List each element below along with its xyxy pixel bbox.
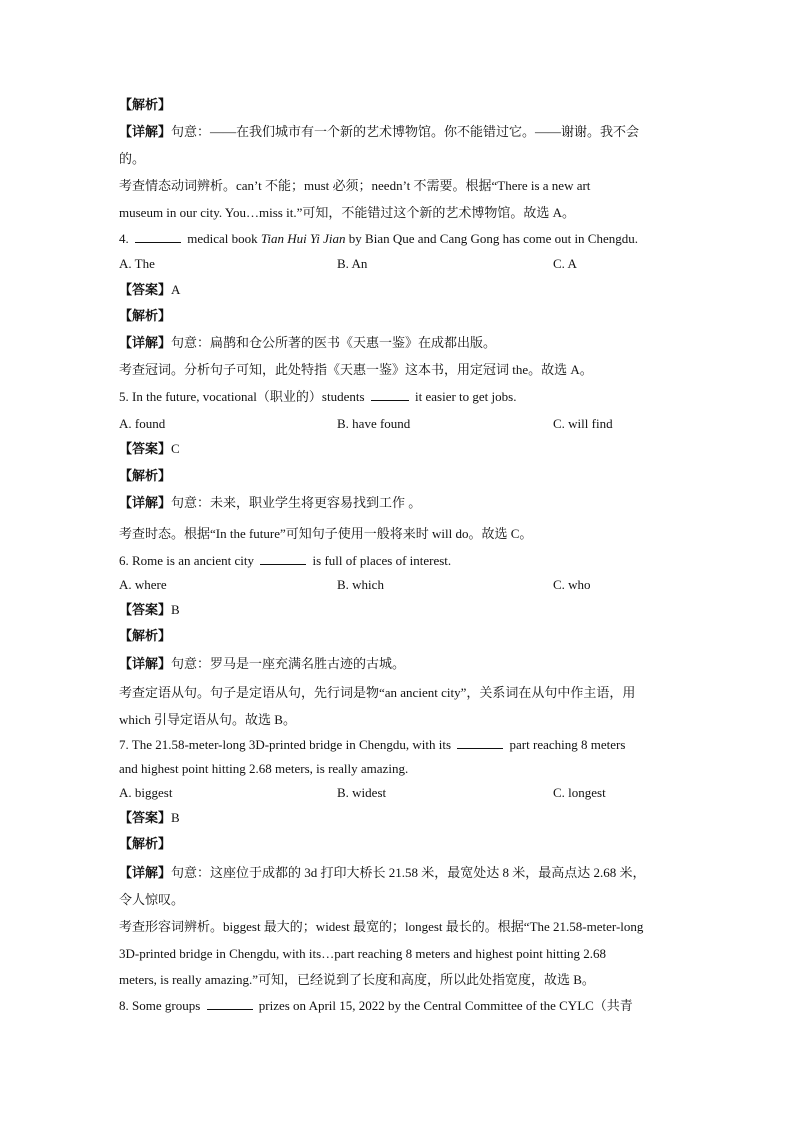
detail-line: 【详解】句意：扁鹊和仓公所著的医书《天惠一鉴》在成都出版。 xyxy=(119,335,497,350)
explanation-line: 考查形容词辨析。biggest 最大的；widest 最宽的；longest 最长的。根据“The 21.58-meter-long xyxy=(119,919,644,934)
option-c: C. will find xyxy=(553,416,613,431)
answer-line: 【答案】B xyxy=(119,810,180,825)
question-7-options xyxy=(119,784,679,802)
explanation-line: which 引导定语从句。故选 B。 xyxy=(119,712,296,727)
option-a: A. biggest xyxy=(119,785,173,800)
answer-blank xyxy=(457,736,503,749)
answer-blank xyxy=(207,997,253,1010)
question-4-options xyxy=(119,255,679,273)
analysis-heading: 【解析】 xyxy=(119,308,172,323)
question-5-options xyxy=(119,415,679,433)
answer-line: 【答案】B xyxy=(119,602,180,617)
option-b: B. widest xyxy=(337,785,387,800)
detail-line: 令人惊叹。 xyxy=(119,892,185,907)
answer-line: 【答案】C xyxy=(119,441,180,456)
explanation-line: 考查时态。根据“In the future”可知句子使用一般将来时 will do。故选 C。 xyxy=(119,526,533,541)
option-b: B. which xyxy=(337,577,384,592)
explanation-line: 考查冠词。分析句子可知，此处特指《天惠一鉴》这本书，用定冠词 the。故选 A。 xyxy=(119,362,593,377)
explanation-line: 考查定语从句。句子是定语从句，先行词是物“an ancient city”，关系词在从句中作主语，用 xyxy=(119,685,636,700)
question-6-stem: 6. Rome is an ancient city is full of places of interest. xyxy=(119,553,452,568)
answer-blank xyxy=(371,388,409,401)
detail-line: 【详解】句意：未来，职业学生将更容易找到工作 。 xyxy=(119,495,422,510)
explanation-line: 考查情态动词辨析。can’t 不能；must 必须；needn’t 不需要。根据“There is a new art xyxy=(119,178,591,193)
option-c: C. A xyxy=(553,256,577,271)
option-a: A. where xyxy=(119,577,167,592)
answer-blank xyxy=(135,230,181,243)
question-7-stem: 7. The 21.58-meter-long 3D-printed bridge in Chengdu, with its part reaching 8 meters xyxy=(119,737,626,752)
answer-blank xyxy=(260,552,306,565)
analysis-heading: 【解析】 xyxy=(119,97,172,112)
option-b: B. An xyxy=(337,256,368,271)
analysis-heading: 【解析】 xyxy=(119,628,172,643)
detail-line: 【详解】句意：这座位于成都的 3d 打印大桥长 21.58 米，最宽处达 8 米，最高点达 2.68 米， xyxy=(119,865,646,880)
analysis-heading: 【解析】 xyxy=(119,836,172,851)
question-7-stem-cont: and highest point hitting 2.68 meters, is really amazing. xyxy=(119,761,409,776)
analysis-heading: 【解析】 xyxy=(119,468,172,483)
explanation-line: museum in our city. You…miss it.”可知，不能错过这个新的艺术博物馆。故选 A。 xyxy=(119,205,575,220)
option-b: B. have found xyxy=(337,416,411,431)
option-a: A. The xyxy=(119,256,155,271)
detail-line: 【详解】句意：罗马是一座充满名胜古迹的古城。 xyxy=(119,656,406,671)
option-c: C. who xyxy=(553,577,591,592)
question-5-stem: 5. In the future, vocational（职业的）students it easier to get jobs. xyxy=(119,389,517,404)
question-4-stem: 4. medical book Tian Hui Yi Jian by Bian Que and Cang Gong has come out in Chengdu. xyxy=(119,231,639,246)
explanation-line: meters, is really amazing.”可知，已经说到了长度和高度，所以此处指宽度，故选 B。 xyxy=(119,972,595,987)
option-a: A. found xyxy=(119,416,166,431)
explanation-line: 3D-printed bridge in Chengdu, with its…part reaching 8 meters and highest point hitting 2.68 xyxy=(119,946,607,961)
detail-line: 【详解】句意：——在我们城市有一个新的艺术博物馆。你不能错过它。——谢谢。我不会 xyxy=(119,124,640,139)
detail-line: 的。 xyxy=(119,151,146,166)
answer-line: 【答案】A xyxy=(119,282,181,297)
question-6-options xyxy=(119,576,679,594)
question-8-stem: 8. Some groups prizes on April 15, 2022 by the Central Committee of the CYLC（共青 xyxy=(119,998,633,1013)
option-c: C. longest xyxy=(553,785,606,800)
